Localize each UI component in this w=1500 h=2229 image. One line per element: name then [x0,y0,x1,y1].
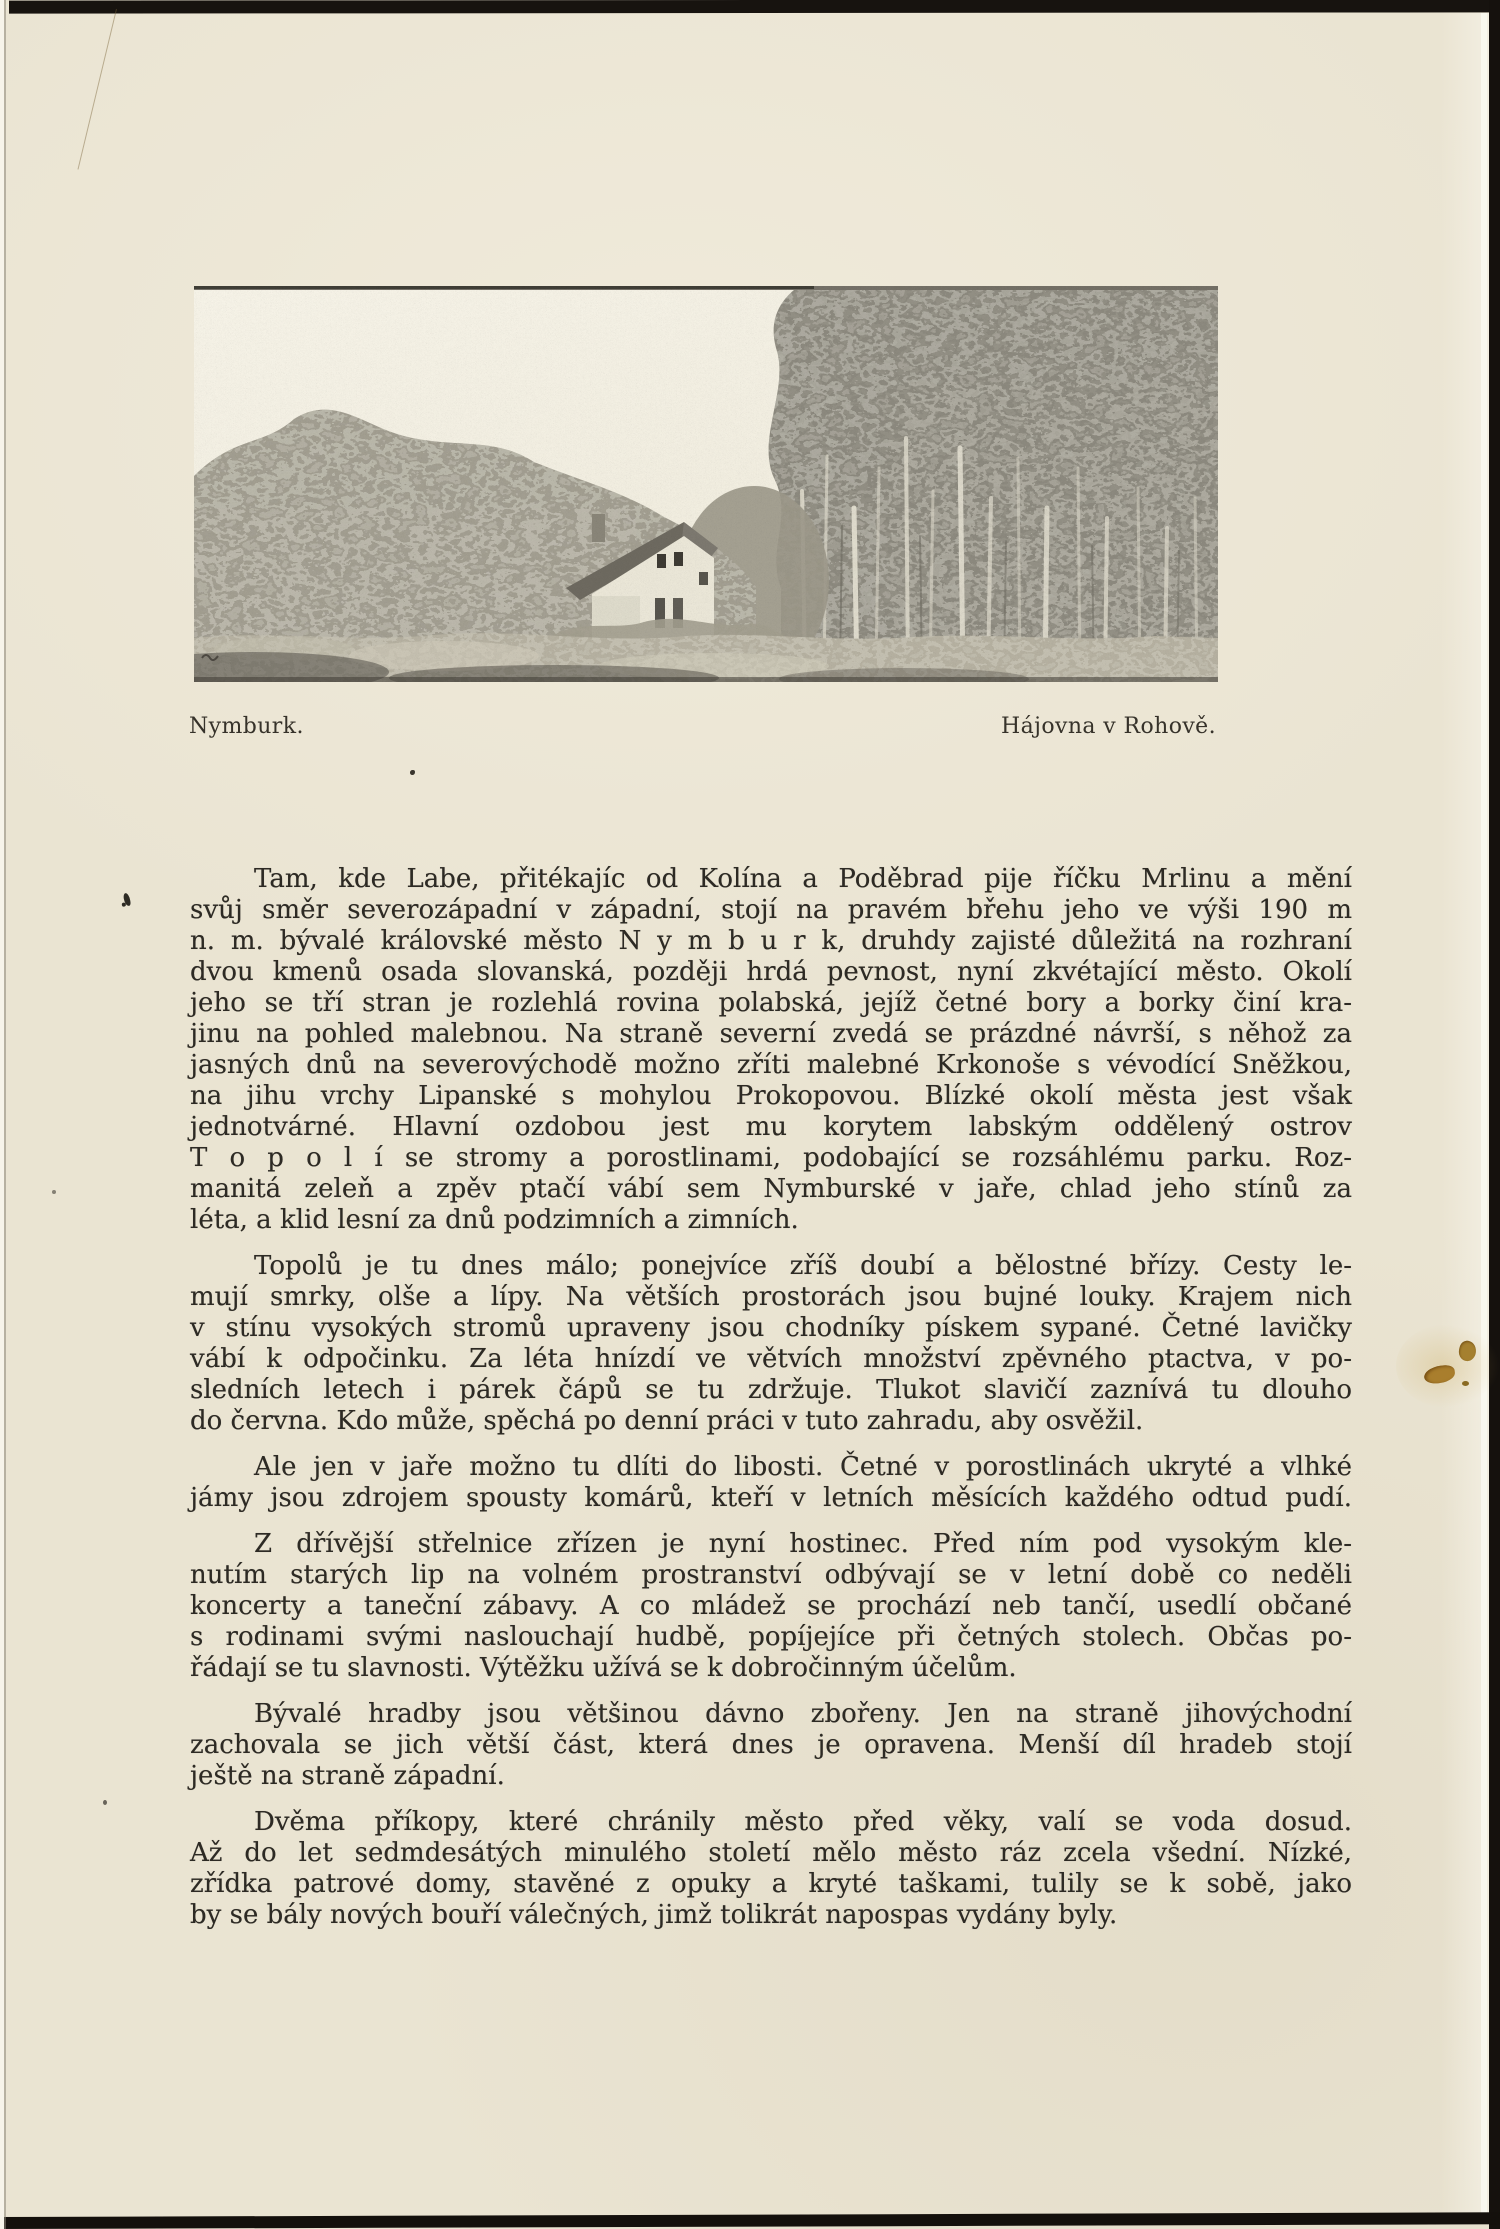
lodge-photograph [194,286,1218,682]
text-line: koncerty a taneční zábavy. A co mládež se prochází neb tančí, usedlí občané [190,1591,1352,1621]
text-line: dvou kmenů osada slovanská, později hrdá pevnost, nyní zkvétající město. Okolí [190,957,1352,987]
text-line: jeho se tří stran je rozlehlá rovina polabská, jejíž četné bory a borky činí kra- [190,988,1352,1018]
scan-edge-bottom [0,2212,1500,2229]
page-left-crease [4,0,6,2229]
text-line: sledních letech i párek čápů se tu zdržuje. Tlukot slavičí zaznívá tu dlouho [190,1375,1352,1405]
text-line: manitá zeleň a zpěv ptačí vábí sem Nymburské v jaře, chlad jeho stínů za [190,1174,1352,1204]
photo-illustration [194,286,1218,682]
ink-speck [52,1190,56,1194]
text-line: jinu na pohled malebnou. Na straně severní zvedá se prázdné návrší, s něhož za [190,1019,1352,1049]
caption-row [189,712,1218,746]
text-line: mují smrky, olše a lípy. Na větších prostorách jsou bujné louky. Krajem nich [190,1282,1352,1312]
text-line: T o p o l í se stromy a porostlinami, podobající se rozsáhlému parku. Roz- [190,1143,1352,1173]
paper-stain [1462,1381,1469,1386]
text-line: Tam, kde Labe, přitékajíc od Kolína a Poděbrad pije říčku Mrlinu a mění [254,864,1352,894]
text-line: jasných dnů na severovýchodě možno zříti malebné Krkonoše s vévodící Sněžkou, [190,1050,1352,1080]
body-text [190,864,1352,1931]
paper-crack-line [77,9,116,170]
text-line: jednotvárné. Hlavní ozdobou jest mu korytem labským oddělený ostrov [190,1112,1352,1142]
text-line: zachovala se jich větší část, která dnes je opravena. Menší díl hradeb stojí [190,1730,1352,1760]
text-line: léta, a klid lesní za dnů podzimních a zimních. [190,1205,799,1235]
text-line: vábí k odpočinku. Za léta hnízdí ve větvích množství zpěvného ptactva, v po- [190,1344,1352,1374]
text-line: Topolů je tu dnes málo; ponejvíce zříš doubí a bělostné břízy. Cesty le- [254,1251,1352,1281]
paragraph [190,1251,1352,1437]
scan-edge-top [9,0,1500,14]
caption-left: Nymburk. [189,714,304,739]
text-line: n. m. bývalé královské město N y m b u r k, druhdy zajisté důležitá na rozhraní [190,926,1352,956]
paragraph [190,1452,1352,1514]
paragraph [190,864,1352,1236]
text-line: Až do let sedmdesátých minulého století mělo město ráz zcela všední. Nízké, [190,1838,1352,1868]
text-line: ještě na straně západní. [190,1761,505,1791]
ink-speck [123,893,131,907]
text-line: nutím starých lip na volném prostranství odbývají se v letní době co neděli [190,1560,1352,1590]
text-line: by se bály nových bouří válečných, jimž tolikrát napospas vydány byly. [190,1900,1118,1930]
text-line: v stínu vysokých stromů upraveny jsou chodníky pískem sypané. Četné lavičky [190,1313,1352,1343]
paragraph [190,1529,1352,1684]
text-line: Dvěma příkopy, které chránily město před věky, valí se voda dosud. [254,1807,1352,1837]
text-line: svůj směr severozápadní v západní, stojí na pravém břehu jeho ve výši 190 m [190,895,1352,925]
paragraph [190,1699,1352,1792]
text-line: na jihu vrchy Lipanské s mohylou Prokopovou. Blízké okolí města jest však [190,1081,1352,1111]
text-line: řádají se tu slavnosti. Výtěžku užívá se k dobročinným účelům. [190,1653,1017,1683]
paragraph [190,1807,1352,1931]
page-right-edge-highlight [1481,13,1487,2219]
text-line: Bývalé hradby jsou většinou dávno zbořeny. Jen na straně jihovýchodní [254,1699,1352,1729]
photo-grain [194,286,1218,682]
text-line: jámy jsou zdrojem spousty komárů, kteří v letních měsících každého odtud pudí. [190,1483,1352,1513]
text-line: Z dřívější střelnice zřízen je nyní hostinec. Před ním pod vysokým kle- [254,1529,1352,1559]
ink-speck [103,1800,107,1805]
text-line: zřídka patrové domy, stavěné z opuky a kryté taškami, tulily se k sobě, jako [190,1869,1352,1899]
text-line: s rodinami svými naslouchají hudbě, popíjejíce při četných stolech. Občas po- [190,1622,1352,1652]
text-line: Ale jen v jaře možno tu dlíti do libosti. Četné v porostlinách ukryté a vlhké [254,1452,1352,1482]
ink-speck [410,770,415,775]
caption-right: Hájovna v Rohově. [1001,714,1216,739]
text-line: do června. Kdo může, spěchá po denní práci v tuto zahradu, aby osvěžil. [190,1406,1144,1436]
scan-edge-right [1489,0,1500,2229]
